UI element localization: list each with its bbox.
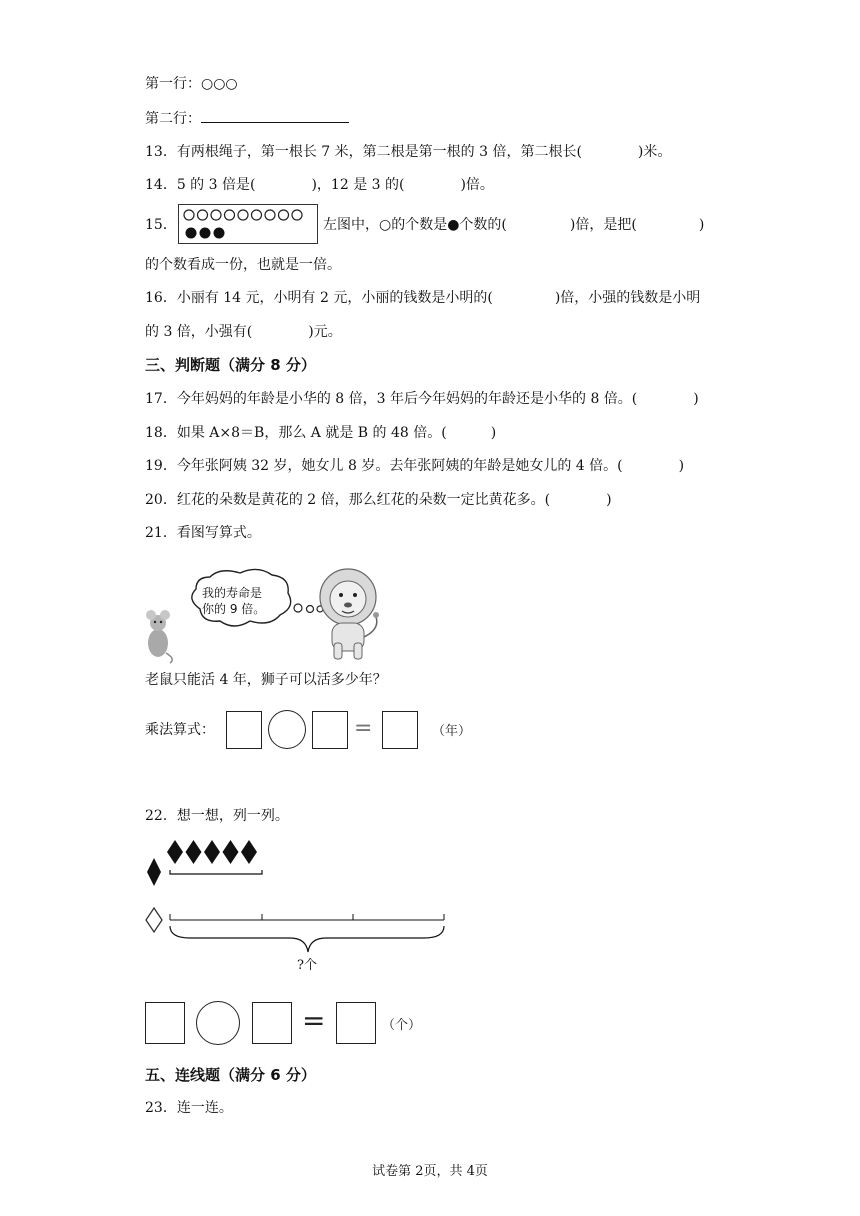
q22-equals-sign: = (302, 1004, 326, 1037)
q21-number: 21． (145, 525, 177, 541)
q20-text-a: 红花的朵数是黄花的 2 倍，那么红花的朵数一定比黄花多。( (176, 492, 551, 508)
q21-factor-box-2[interactable] (312, 711, 348, 749)
q22-number: 22． (145, 808, 177, 824)
q21-operator-circle[interactable] (268, 710, 306, 749)
row-1-symbols: ○○○ (201, 76, 238, 92)
q23-number: 23． (145, 1100, 177, 1116)
question-15-line-1 (323, 215, 704, 235)
white-circle (238, 210, 248, 220)
q21-text: 看图写算式。 (176, 525, 261, 541)
q20-number: 20． (145, 492, 177, 508)
q22-operator-circle[interactable] (196, 1001, 240, 1045)
q21-illustration (140, 565, 390, 665)
row-2-label: 第二行： (145, 111, 201, 127)
black-dot (200, 228, 211, 239)
row-2-answer-blank[interactable] (201, 108, 349, 123)
question-22 (145, 806, 289, 826)
white-circle (225, 210, 235, 220)
q13-text-b: )米。 (637, 144, 672, 160)
q14-text-b: )，12 是 3 的( (311, 177, 405, 193)
question-16-line-1 (145, 288, 700, 308)
q14-number: 14． (145, 177, 177, 193)
white-circle (184, 210, 194, 220)
q19-text-a: 今年张阿姨 32 岁，她女儿 8 岁。去年张阿姨的年龄是她女儿的 4 倍。( (176, 458, 623, 474)
question-15-line-2: 的个数看成一份，也就是一倍。 (145, 257, 341, 273)
question-17 (145, 389, 699, 409)
bubble-text-1: 我的寿命是 (202, 586, 263, 600)
section-5-title: 五、连线题（满分 6 分） (145, 1066, 316, 1084)
row-2 (145, 108, 349, 129)
q21-result-box[interactable] (382, 711, 418, 749)
q21-factor-box-1[interactable] (226, 711, 262, 749)
q15-dot-figure (178, 204, 318, 244)
question-18 (145, 423, 496, 443)
question-15-number: 15． (145, 217, 177, 233)
q16-text-d: )元。 (308, 324, 342, 340)
black-dot (186, 228, 197, 239)
q21-unit: （年） (432, 724, 472, 739)
q19-number: 19． (145, 458, 177, 474)
q22-diagram (140, 836, 450, 976)
white-circle (252, 210, 262, 220)
black-diamond (186, 840, 202, 864)
q21-equals-sign: = (354, 716, 373, 741)
q21-formula-label: 乘法算式： (145, 722, 215, 738)
q16-number: 16． (145, 290, 177, 306)
white-circle (292, 210, 302, 220)
white-circle (265, 210, 275, 220)
black-diamond (241, 840, 257, 864)
q18-text-a: 如果 A×8＝B，那么 A 就是 B 的 48 倍。( (176, 425, 447, 441)
q20-text-b: ) (606, 492, 612, 508)
q18-number: 18． (145, 425, 177, 441)
row-1 (145, 74, 238, 94)
q15-text-b: )倍，是把( (569, 217, 637, 233)
page-footer: 试卷第 2页，共 4页 (372, 1164, 488, 1179)
white-circle (279, 210, 289, 220)
row-1-label: 第一行： (145, 76, 201, 92)
q17-text-b: ) (693, 391, 699, 407)
q15-text-c: ) (698, 217, 705, 233)
q22-text: 想一想，列一列。 (176, 808, 289, 824)
lion-icon (320, 569, 379, 659)
question-23 (145, 1098, 233, 1118)
top-bracket (170, 870, 262, 874)
section-3-title: 三、判断题（满分 8 分） (145, 356, 316, 374)
bottom-brace (170, 926, 444, 952)
black-dot (214, 228, 225, 239)
q16-text-c: 的 3 倍，小强有( (145, 324, 253, 340)
q16-text-b: )倍，小强的钱数是小明 (554, 290, 701, 306)
q22-result-box[interactable] (336, 1002, 376, 1044)
speech-bubble (192, 569, 291, 626)
question-21 (145, 523, 261, 543)
q14-text-c: )倍。 (460, 177, 494, 193)
q23-text: 连一连。 (176, 1100, 233, 1116)
white-diamond (146, 908, 162, 932)
white-circle (198, 210, 208, 220)
black-diamond (167, 840, 183, 864)
question-14 (145, 175, 494, 195)
q19-text-b: ) (678, 458, 685, 474)
black-diamond (204, 840, 220, 864)
q21-question: 老鼠只能活 4 年，狮子可以活多少年？ (145, 672, 387, 688)
q13-number: 13． (145, 144, 177, 160)
question-20 (145, 490, 612, 510)
bubble-text-2: 你的 9 倍。 (202, 602, 266, 616)
q22-factor-box-2[interactable] (252, 1002, 292, 1044)
q14-text-a: 5 的 3 倍是( (176, 177, 256, 193)
q15-text-a: 左图中，○的个数是●个数的( (323, 217, 507, 233)
single-black-diamond (147, 858, 161, 886)
q22-factor-box-1[interactable] (145, 1002, 185, 1044)
brace-label: ?个 (297, 958, 317, 973)
black-diamond (223, 840, 239, 864)
question-16-line-2 (145, 322, 342, 342)
q18-text-b: ) (490, 425, 497, 441)
q22-unit: （个） (382, 1018, 422, 1033)
q16-text-a: 小丽有 14 元，小明有 2 元，小丽的钱数是小明的( (176, 290, 493, 306)
question-13 (145, 142, 671, 162)
q17-number: 17． (145, 391, 177, 407)
mouse-icon (146, 610, 172, 663)
question-19 (145, 456, 684, 476)
q13-text-a: 有两根绳子，第一根长 7 米，第二根是第一根的 3 倍，第二根长( (176, 144, 582, 160)
q17-text-a: 今年妈妈的年龄是小华的 8 倍，3 年后今年妈妈的年龄还是小华的 8 倍。( (176, 391, 638, 407)
white-circle (211, 210, 221, 220)
